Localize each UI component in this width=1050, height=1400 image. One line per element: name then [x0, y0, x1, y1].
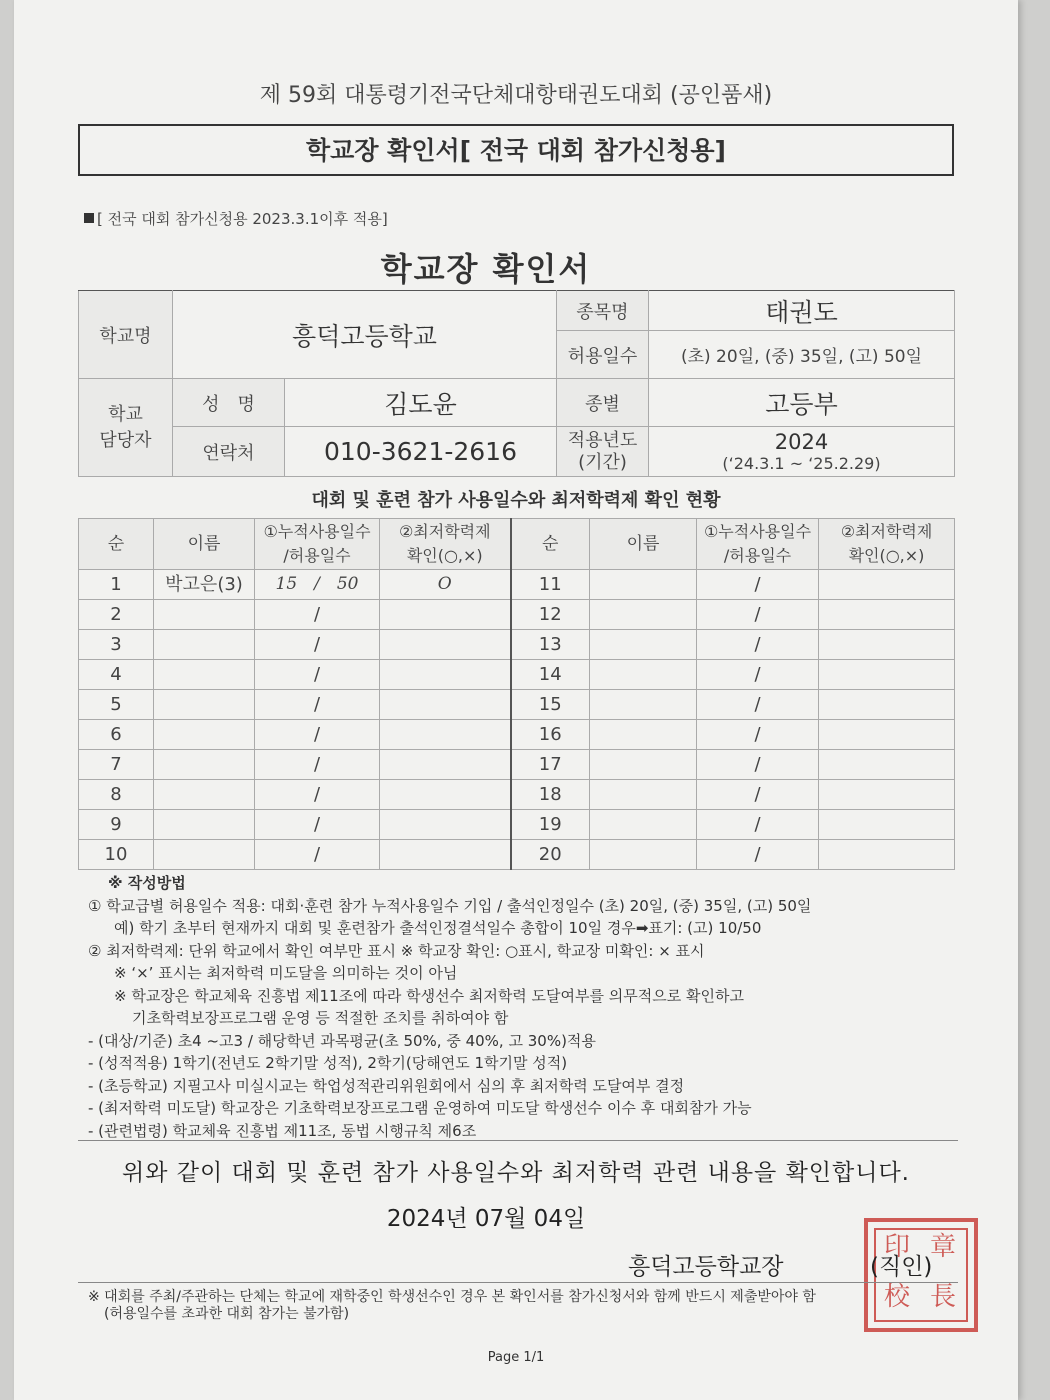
category-value: 고등부 — [649, 379, 955, 427]
student-name — [590, 810, 697, 840]
document-page — [14, 0, 1018, 1400]
used-days: / — [697, 630, 819, 660]
seal-label: (직인) — [870, 1254, 933, 1280]
used-days: / — [255, 660, 380, 690]
used-days: 15 / 50 — [255, 570, 380, 600]
min-academic-check — [819, 600, 955, 630]
min-academic-check — [819, 630, 955, 660]
student-name — [590, 660, 697, 690]
used-days: / — [255, 750, 380, 780]
school-label: 학교명 — [79, 291, 173, 379]
min-academic-check — [819, 750, 955, 780]
footnote: (허용일수를 초과한 대회 참가는 불가함) — [104, 1306, 350, 1322]
divider — [78, 1140, 958, 1141]
used-days: / — [697, 690, 819, 720]
min-academic-check — [819, 780, 955, 810]
contact-label: 연락처 — [173, 427, 285, 477]
student-name — [590, 750, 697, 780]
row-no: 19 — [511, 810, 590, 840]
header-no: 순 — [79, 519, 154, 570]
table-row — [79, 840, 955, 870]
instruction-item: ② 최저학력제: 단위 학교에서 확인 여부만 표시 ※ 학교장 확인: ○표시, 학교장 미확인: × 표시 — [88, 941, 705, 960]
roster-table — [78, 518, 955, 870]
instructions — [88, 872, 968, 1142]
row-no: 14 — [511, 660, 590, 690]
student-name — [154, 720, 255, 750]
square-bullet-icon — [84, 213, 94, 223]
row-no: 7 — [79, 750, 154, 780]
instruction-item: ① 학교급별 허용일수 적용: 대회·훈련 참가 누적사용일수 기입 / 출석인정일수 (초) 20일, (중) 35일, (고) 50일 — [88, 896, 812, 915]
used-days: / — [255, 840, 380, 870]
table-row — [79, 630, 955, 660]
row-no: 5 — [79, 690, 154, 720]
student-name — [590, 600, 697, 630]
row-no: 20 — [511, 840, 590, 870]
instruction-item: - (최저학력 미도달) 학교장은 기초학력보장프로그램 운영하여 미도달 학생선수 이수 후 대회참가 가능 — [88, 1099, 752, 1117]
student-name — [590, 570, 697, 600]
principal-name: 흥덕고등학교장 — [628, 1254, 784, 1280]
row-no: 1 — [79, 570, 154, 600]
student-name — [154, 630, 255, 660]
used-days: / — [697, 570, 819, 600]
name-label: 성 명 — [173, 379, 285, 427]
row-no: 4 — [79, 660, 154, 690]
roster-subheading: 대회 및 훈련 참가 사용일수와 최저학력제 확인 현황 — [311, 490, 721, 511]
row-no: 16 — [511, 720, 590, 750]
school-info-table — [78, 290, 955, 477]
year-cell — [649, 427, 955, 477]
min-academic-check — [380, 600, 511, 630]
min-academic-check — [819, 690, 955, 720]
instruction-item: - (관련법령) 학교체육 진흥법 제11조, 동법 시행규칙 제6조 — [88, 1121, 477, 1140]
row-no: 15 — [511, 690, 590, 720]
school-name: 흥덕고등학교 — [173, 291, 557, 379]
header-no: 순 — [511, 519, 590, 570]
min-academic-check — [380, 780, 511, 810]
student-name — [154, 690, 255, 720]
header-used-days: ①누적사용일수 /허용일수 — [697, 519, 819, 570]
manager-name: 김도윤 — [285, 379, 557, 427]
row-no: 3 — [79, 630, 154, 660]
row-no: 10 — [79, 840, 154, 870]
header-name: 이름 — [590, 519, 697, 570]
row-no: 8 — [79, 780, 154, 810]
student-name — [154, 660, 255, 690]
confirmation-statement: 위와 같이 대회 및 훈련 참가 사용일수와 최저학력 관련 내용을 확인합니다. — [122, 1160, 910, 1186]
student-name — [154, 780, 255, 810]
used-days: / — [697, 750, 819, 780]
used-days: / — [255, 690, 380, 720]
used-days: / — [255, 630, 380, 660]
table-row — [79, 690, 955, 720]
year-value: 2024 — [774, 430, 829, 454]
student-name — [590, 840, 697, 870]
used-days: / — [255, 720, 380, 750]
min-academic-check — [819, 720, 955, 750]
category-label: 종별 — [557, 379, 649, 427]
row-no: 18 — [511, 780, 590, 810]
year-period: (‘24.3.1 ~ ‘25.2.29) — [722, 454, 881, 473]
used-days: / — [697, 780, 819, 810]
instruction-item: 예) 학기 초부터 현재까지 대회 및 훈련참가 출석인정결석일수 총합이 10일 경우➡표기: (고) 10/50 — [114, 919, 762, 937]
used-days: / — [697, 840, 819, 870]
student-name — [590, 720, 697, 750]
row-no: 2 — [79, 600, 154, 630]
student-name: 박고은(3) — [154, 570, 255, 600]
min-academic-check — [380, 690, 511, 720]
official-seal: 印 章 校 長 — [864, 1218, 978, 1332]
table-row — [79, 660, 955, 690]
used-days: / — [255, 810, 380, 840]
student-name — [154, 840, 255, 870]
table-row — [79, 780, 955, 810]
days-value: (초) 20일, (중) 35일, (고) 50일 — [649, 331, 955, 379]
min-academic-check — [380, 810, 511, 840]
min-academic-check — [380, 750, 511, 780]
page-number: Page 1/1 — [487, 1350, 545, 1365]
signature-date: 2024년 07월 04일 — [386, 1206, 586, 1232]
min-academic-check — [380, 630, 511, 660]
min-academic-check — [819, 570, 955, 600]
header-name: 이름 — [154, 519, 255, 570]
student-name — [590, 780, 697, 810]
row-no: 13 — [511, 630, 590, 660]
header-used-days: ①누적사용일수 /허용일수 — [255, 519, 380, 570]
min-academic-check — [380, 720, 511, 750]
min-academic-check — [819, 660, 955, 690]
instructions-heading: ※ 작성방법 — [108, 874, 186, 892]
manager-label: 학교 담당자 — [79, 379, 173, 477]
header-min-academic: ②최저학력제 확인(○,×) — [380, 519, 511, 570]
instruction-item: ※ 학교장은 학교체육 진흥법 제11조에 따라 학생선수 최저학력 도달여부를 의무적으로 확인하고 — [114, 986, 744, 1005]
divider — [78, 1282, 958, 1283]
student-name — [154, 600, 255, 630]
used-days: / — [255, 780, 380, 810]
student-name — [590, 630, 697, 660]
used-days: / — [697, 810, 819, 840]
table-row — [79, 570, 955, 600]
used-days: / — [697, 720, 819, 750]
contact-value: 010-3621-2616 — [285, 427, 557, 477]
min-academic-check — [380, 840, 511, 870]
footnote: ※ 대회를 주최/주관하는 단체는 학교에 재학중인 학생선수인 경우 본 확인서를 참가신청서와 함께 반드시 제출받아야 함 — [88, 1289, 816, 1305]
applicability-note: [ 전국 대회 참가신청용 2023.3.1이후 적용] — [84, 208, 388, 229]
document-title: 학교장 확인서 — [380, 250, 592, 288]
row-no: 12 — [511, 600, 590, 630]
used-days: / — [697, 600, 819, 630]
instruction-item: 기초학력보장프로그램 운영 등 적절한 조치를 취하여야 함 — [132, 1009, 509, 1027]
min-academic-check — [380, 660, 511, 690]
year-label: 적용년도 (기간) — [557, 427, 649, 477]
event-title: 제 59회 대통령기전국단체대항태권도대회 (공인품새) — [259, 83, 773, 108]
min-academic-check — [819, 810, 955, 840]
event-label: 종목명 — [557, 291, 649, 331]
used-days: / — [255, 600, 380, 630]
instruction-item: - (성적적용) 1학기(전년도 2학기말 성적), 2학기(당해연도 1학기말 성적) — [88, 1054, 568, 1072]
table-row — [79, 600, 955, 630]
row-no: 9 — [79, 810, 154, 840]
row-no: 17 — [511, 750, 590, 780]
row-no: 11 — [511, 570, 590, 600]
used-days: / — [697, 660, 819, 690]
table-row — [79, 750, 955, 780]
min-academic-check: O — [380, 570, 511, 600]
days-label: 허용일수 — [557, 331, 649, 379]
table-row — [79, 720, 955, 750]
form-title-box: 학교장 확인서[ 전국 대회 참가신청용] — [78, 124, 954, 176]
table-row — [79, 810, 955, 840]
event-value: 태권도 — [649, 291, 955, 331]
instruction-item: - (초등학교) 지필고사 미실시교는 학업성적관리위원회에서 심의 후 최저학력 도달여부 결정 — [88, 1076, 685, 1095]
header-min-academic: ②최저학력제 확인(○,×) — [819, 519, 955, 570]
instruction-item: ※ ‘×’ 표시는 최저학력 미도달을 의미하는 것이 아님 — [114, 964, 458, 982]
min-academic-check — [819, 840, 955, 870]
student-name — [154, 750, 255, 780]
row-no: 6 — [79, 720, 154, 750]
student-name — [590, 690, 697, 720]
student-name — [154, 810, 255, 840]
instruction-item: - (대상/기준) 초4 ~고3 / 해당학년 과목평균(초 50%, 중 40%, 고 30%)적용 — [88, 1031, 596, 1050]
